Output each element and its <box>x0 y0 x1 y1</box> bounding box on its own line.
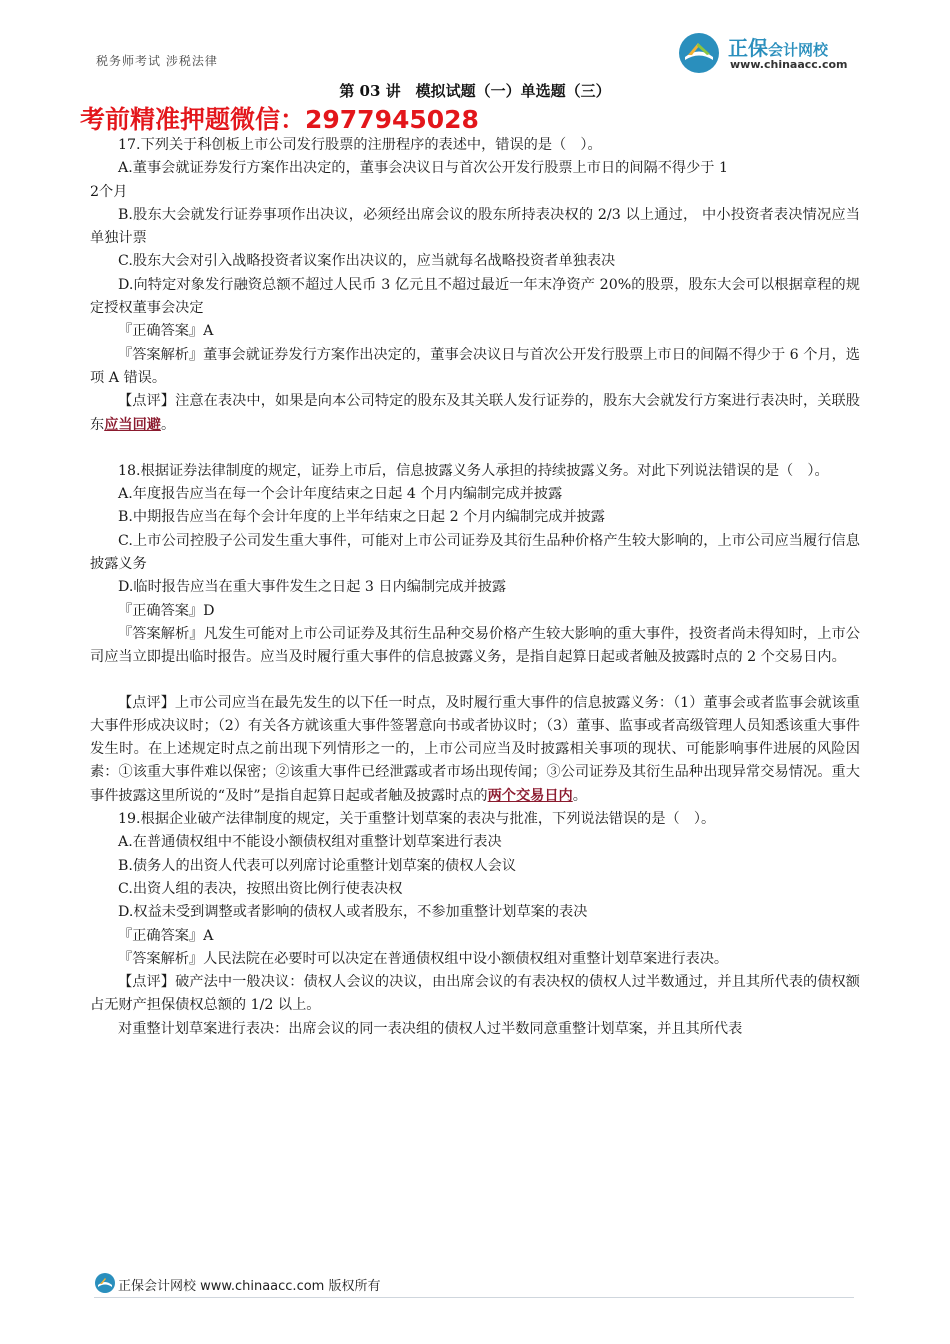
q18-option-d: D.临时报告应当在重大事件发生之日起 3 日内编制完成并披露 <box>118 579 507 596</box>
q17-option-c: C.股东大会对引入战略投资者议案作出决议的，应当就每名战略投资者单独表决 <box>118 253 616 270</box>
q17-analysis: 『答案解析』董事会就证券发行方案作出决定的，董事会决议日与首次公开发行股票上市日的间隔不得少于 6 个月，选项 A 错误。 <box>90 346 860 386</box>
q18-comment <box>90 692 860 808</box>
q19-option-c: C.出资人组的表决，按照出资比例行使表决权 <box>118 880 403 897</box>
q18-comment-end: 。 <box>572 787 587 804</box>
chinaacc-logo[interactable] <box>676 30 876 76</box>
footer-logo-icon <box>94 1272 116 1294</box>
logo-brand <box>728 32 828 61</box>
q19-answer: 『正确答案』A <box>118 927 214 944</box>
q18-comment-text: 【点评】上市公司应当在最先发生的以下任一时点，及时履行重大事件的信息披露义务：（1）董事会或者监事会就该重大事件形成决议时；（2）有关各方就该重大事件签署意向书或者协议时；（3）董事、监事或者高级管理人员知悉该重大事件发生时。在上述规定时点之前出现下列情形之一的，上市公司应当及时披露相关事项的现状、可能影响事件进展的风险因素：①该重大事件难以保密；②该重大事件已经泄露或者市场出现传闻；③公司证券及其衍生品种出现异常交易情况。重大事件披露这里所说的“及时”是指自起算日起或者触及披露时点的 <box>90 694 860 804</box>
q17-option-b: B.股东大会就发行证券事项作出决议，必须经出席会议的股东所持表决权的 2/3 以上通过， 中小投资者表决情况应当单独计票 <box>90 206 860 247</box>
q19-tail: 对重整计划草案进行表决：出席会议的同一表决组的债权人过半数同意重整计划草案，并且其所代表 <box>118 1020 743 1037</box>
footer-copyright: 正保会计网校 www.chinaacc.com 版权所有 <box>118 1279 381 1294</box>
q18-answer: 『正确答案』D <box>118 602 215 619</box>
q19-analysis: 『答案解析』人民法院在必要时可以决定在普通债权组中设小额债权组对重整计划草案进行表决。 <box>118 950 729 967</box>
logo-brand-main: 正保 <box>728 36 768 60</box>
q19-option-b: B.债务人的出资人代表可以列席讨论重整计划草案的债权人会议 <box>118 857 517 874</box>
q17-stem: 17.下列关于科创板上市公司发行股票的注册程序的表述中，错误的是（ ）。 <box>118 137 602 153</box>
q17-comment <box>90 390 860 437</box>
q18-analysis: 『答案解析』凡发生可能对上市公司证券及其衍生品种交易价格产生较大影响的重大事件，投资者尚未得知时，上市公司应当立即提出临时报告。应当及时履行重大事件的信息披露义务，是指自起算日起或者触及披露时点的 2 个交易日内。 <box>90 625 860 666</box>
q18-comment-highlight: 两个交易日内 <box>487 787 573 804</box>
q19-option-d: D.权益未受到调整或者影响的债权人或者股东，不参加重整计划草案的表决 <box>118 904 588 921</box>
document-body <box>90 134 860 1041</box>
q17-option-a-cont: 2个月 <box>90 183 128 200</box>
q18-option-a: A.年度报告应当在每一个会计年度结束之日起 4 个月内编制完成并披露 <box>118 486 563 503</box>
logo-url: www.chinaacc.com <box>730 58 848 71</box>
q18-option-b: B.中期报告应当在每个会计年度的上半年结束之日起 2 个月内编制完成并披露 <box>118 509 605 526</box>
q19-stem: 19.根据企业破产法律制度的规定，关于重整计划草案的表决与批准，下列说法错误的是（ ）。 <box>118 811 716 828</box>
q17-option-a: A.董事会就证券发行方案作出决定的，董事会决议日与首次公开发行股票上市日的间隔不得少于 1 <box>118 160 728 177</box>
q18-option-c: C.上市公司控股子公司发生重大事件，可能对上市公司证券及其衍生品种价格产生较大影响的，上市公司应当履行信息披露义务 <box>90 532 860 573</box>
header-corner-mark: 税务师考试 涉税法律 <box>96 54 218 68</box>
page-title: 第 03 讲 模拟试题（一）单选题（三） <box>339 82 611 100</box>
q17-comment-end: 。 <box>160 416 176 433</box>
q18-stem: 18.根据证券法律制度的规定，证券上市后，信息披露义务人承担的持续披露义务。对此下列说法错误的是（ ）。 <box>118 462 829 479</box>
q19-option-a: A.在普通债权组中不能设小额债权组对重整计划草案进行表决 <box>118 834 502 851</box>
spacer <box>90 670 860 692</box>
promo-banner: 考前精准押题微信：2977945028 <box>80 105 479 134</box>
q17-comment-text: 【点评】注意在表决中，如果是向本公司特定的股东及其关联人发行证券的，股东大会就发行方案进行表决时，关联股东 <box>90 393 860 433</box>
q17-answer: 『正确答案』A <box>118 323 214 340</box>
spacer <box>90 437 860 460</box>
footer-divider <box>94 1297 854 1298</box>
q17-option-d: D.向特定对象发行融资总额不超过人民币 3 亿元且不超过最近一年末净资产 20%的股票，股东大会可以根据章程的规定授权董事会决定 <box>90 276 860 317</box>
book-globe-icon <box>676 30 722 76</box>
q17-comment-highlight: 应当回避 <box>104 416 161 433</box>
logo-brand-sub: 会计网校 <box>768 41 829 59</box>
q19-comment: 【点评】破产法中一般决议：债权人会议的决议，由出席会议的有表决权的债权人过半数通过，并且其所代表的债权额占无财产担保债权总额的 1/2 以上。 <box>90 974 860 1014</box>
